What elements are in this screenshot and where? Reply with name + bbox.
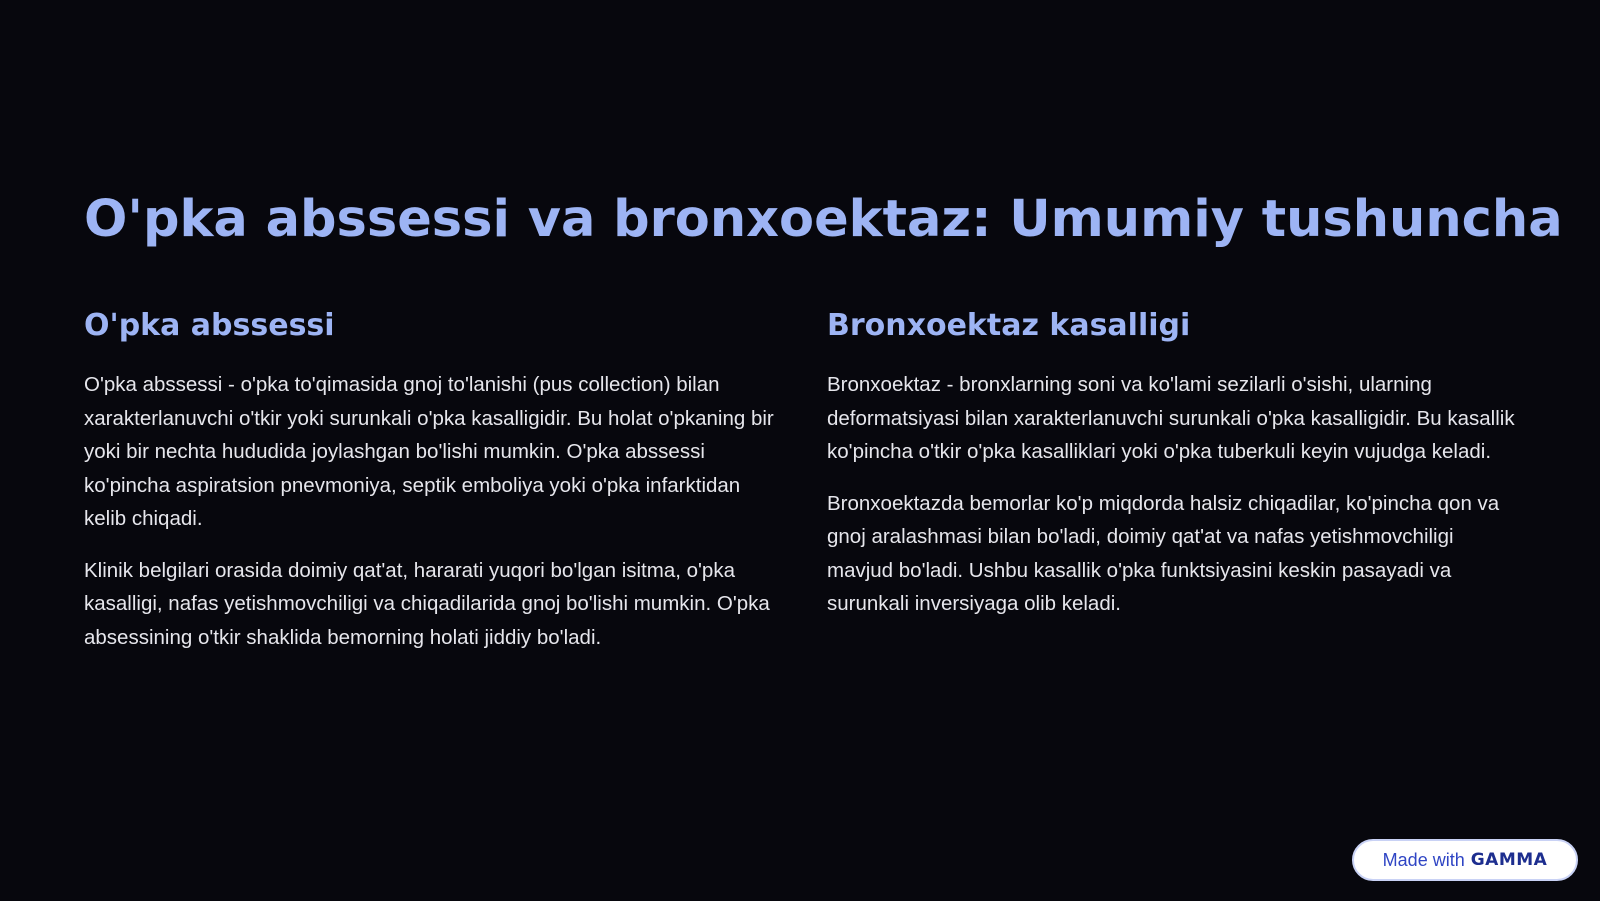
right-column bbox=[827, 306, 1517, 639]
slide-title: O'pka abssessi va bronxoektaz: Umumiy tushuncha bbox=[84, 190, 1563, 249]
right-column-heading: Bronxoektaz kasalligi bbox=[827, 308, 1191, 343]
made-with-gamma-badge[interactable] bbox=[1352, 839, 1578, 881]
gamma-logo-text: GAMMA bbox=[1470, 850, 1548, 870]
right-column-paragraph-2: Bronxoektazda bemorlar ko'p miqdorda halsiz chiqadilar, ko'pincha qon va gnoj aralashmasi bilan bo'ladi, doimiy qat'at va nafas yetishmovchiligi mavjud bo'ladi. Ushbu kasallik o'pka funktsiyasini keskin pasayadi va surunkali inversiyaga olib keladi. bbox=[827, 491, 1500, 615]
left-column-heading: O'pka abssessi bbox=[84, 308, 335, 343]
badge-prefix-text: Made with bbox=[1382, 849, 1465, 870]
left-column-paragraph-2: Klinik belgilari orasida doimiy qat'at, hararati yuqori bo'lgan isitma, o'pka kasalligi, nafas yetishmovchiligi va chiqadilarida gnoj bo'lishi mumkin. O'pka absessining o'tkir shaklida bemorning holati jiddiy bo'ladi. bbox=[84, 558, 770, 649]
right-column-paragraph-1: Bronxoektaz - bronxlarning soni va ko'lami sezilarli o'sishi, ularning deformatsiyasi bilan xarakterlanuvchi surunkali o'pka kasalligidir. Bu kasallik ko'pincha o'tkir o'pka kasalliklari yoki o'pka tuberkuli keyin vujudga keladi. bbox=[827, 373, 1515, 463]
left-column bbox=[84, 306, 774, 672]
left-column-paragraph-1: O'pka abssessi - o'pka to'qimasida gnoj to'lanishi (pus collection) bilan xarakterlanuvchi o'tkir yoki surunkali o'pka kasalligidir. Bu holat o'pkaning bir yoki bir nechta hududida joylashgan bo'lishi mumkin. O'pka abssessi ko'pincha aspiratsion pnevmoniya, septik emboliya yoki o'pka infarktidan kelib chiqadi. bbox=[84, 373, 774, 530]
